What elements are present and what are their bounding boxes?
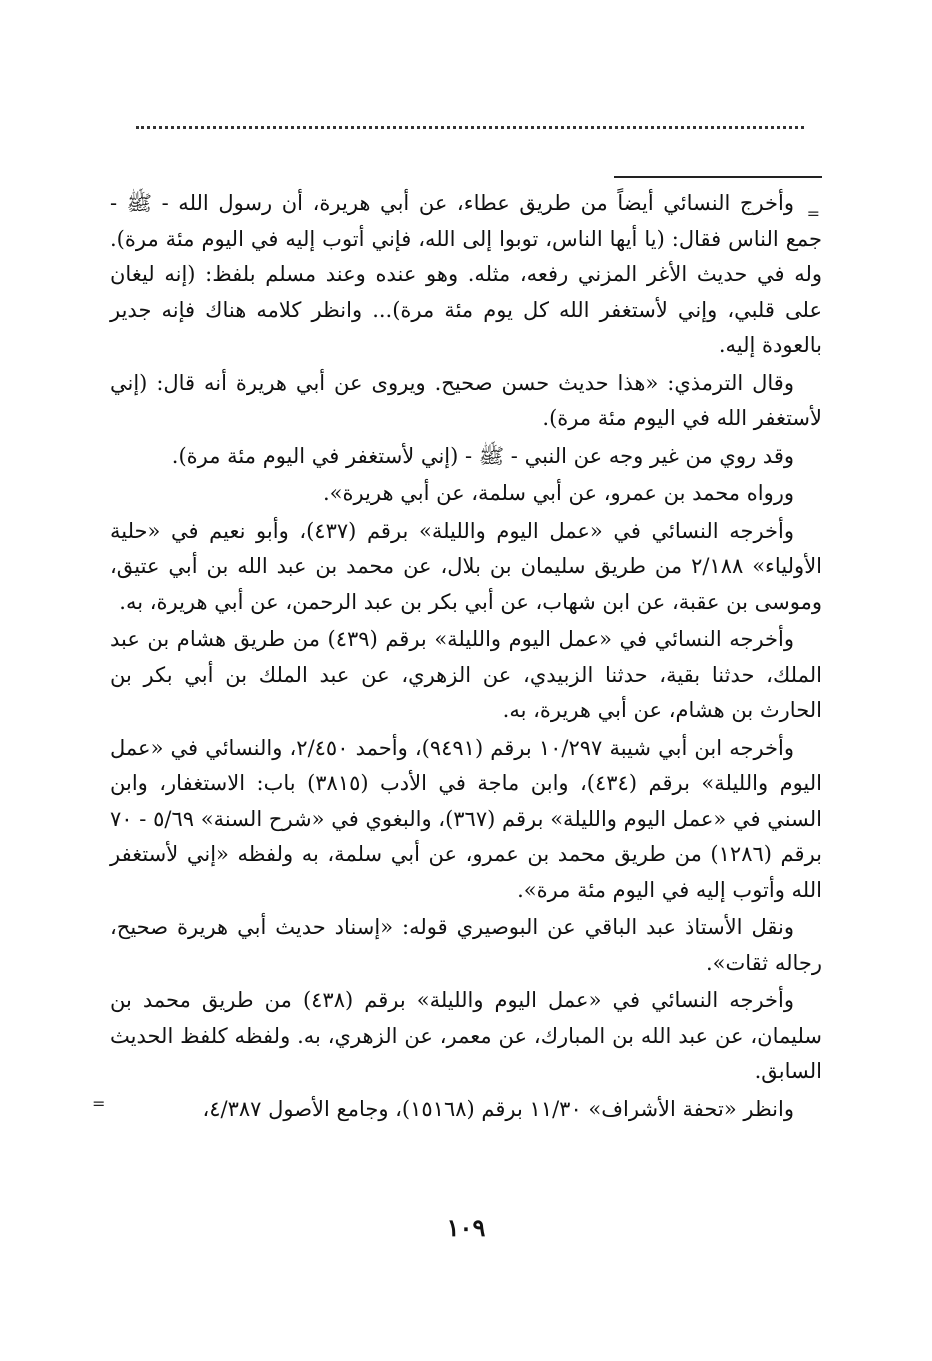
footnote-text: وقد روي من غير وجه عن النبي - ﷺ - (إني لأستغفر في اليوم مئة مرة).: [171, 443, 794, 468]
footnote-text: وأخرجه النسائي في «عمل اليوم والليلة» برقم (٤٣٨) من طريق محمد بن سليمان، عن عبد الله بن المبارك، عن معمر، عن الزهري، به. ولفظه كلفظ الحديث السابق.: [110, 988, 822, 1083]
footnote-paragraph-6: [110, 622, 822, 729]
footnote-paragraph-2: [110, 366, 822, 437]
continuation-mark-start: =: [806, 204, 820, 223]
footnote-text: وأخرجه النسائي في «عمل اليوم والليلة» برقم (٤٣٧)، وأبو نعيم في «حلية الأولياء» ٢/١٨٨ من طريق سليمان بن بلال، عن محمد بن عبد الله بن أبي عتيق، وموسى بن عقبة، عن ابن شهاب، عن أبي بكر بن عبد الرحمن، عن أبي هريرة، به.: [110, 518, 823, 614]
footnote-paragraph-5: [110, 514, 822, 621]
footnote-text: وقال الترمذي: «هذا حديث حسن صحيح. ويروى عن أبي هريرة أنه قال: (إني لأستغفر الله في اليوم مئة مرة).: [110, 370, 822, 430]
continuation-mark-end: =: [92, 1093, 106, 1113]
footnote-paragraph-3: [110, 439, 822, 475]
footnote-paragraph-4: [110, 476, 822, 512]
footnote-text: وانظر «تحفة الأشراف» ١١/٣٠ برقم (١٥١٦٨)، وجامع الأصول ٤/٣٨٧،: [202, 1096, 794, 1121]
footnote-rule: [614, 176, 822, 178]
footnote-paragraph-1: [110, 186, 822, 364]
dotted-separator: [136, 126, 804, 129]
footnote-text: وأخرجه النسائي في «عمل اليوم والليلة» برقم (٤٣٩) من طريق هشام بن عبد الملك، حدثنا بقية، حدثنا الزبيدي، عن الزهري، عن عبد الملك بن أبي بكر بن الحارث بن هشام، عن أبي هريرة، به.: [110, 627, 822, 722]
footnote-paragraph-10: [92, 1092, 822, 1128]
footnote-text: ورواه محمد بن عمرو، عن أبي سلمة، عن أبي هريرة».: [322, 481, 794, 505]
footnote-text: وأخرجه ابن أبي شيبة ١٠/٢٩٧ برقم (٩٤٩١)، وأحمد ٢/٤٥٠، والنسائي في «عمل اليوم والليلة» برقم (٤٣٤)، وابن ماجة في الأدب (٣٨١٥) باب: الاستغفار، وابن السني في «عمل اليوم والليلة» برقم (٣٦٧)، والبغوي في «شرح السنة» ٥/٦٩ - ٧٠ برقم (١٢٨٦) من طريق محمد بن عمرو، عن أبي سلمة، به ولفظه «إني لأستغفر الله وأتوب إليه في اليوم مئة مرة».: [110, 735, 823, 902]
footnotes-block: [92, 186, 823, 1129]
footnote-paragraph-7: [110, 731, 822, 909]
footnote-text: وأخرج النسائي أيضاً من طريق عطاء، عن أبي هريرة، أن رسول الله - ﷺ - جمع الناس فقال: (يا أيها الناس، توبوا إلى الله، فإني أتوب إليه في اليوم مئة مرة). وله في حديث الأغر المزني رفعه، مثله. وهو عنده وعند مسلم بلفظ: (إنه ليغان على قلبي، وإني لأستغفر الله كل يوم مئة مرة)... وانظر كلامه هناك فإنه جدير بالعودة إليه.: [110, 191, 822, 357]
footnote-text: ونقل الأستاذ عبد الباقي عن البوصيري قوله: «إسناد حديث أبي هريرة صحيح، رجاله ثقات».: [110, 915, 822, 975]
page-number: ١٠٩: [446, 1213, 486, 1242]
footnote-paragraph-9: [110, 983, 822, 1090]
footnote-paragraph-8: [110, 910, 822, 981]
